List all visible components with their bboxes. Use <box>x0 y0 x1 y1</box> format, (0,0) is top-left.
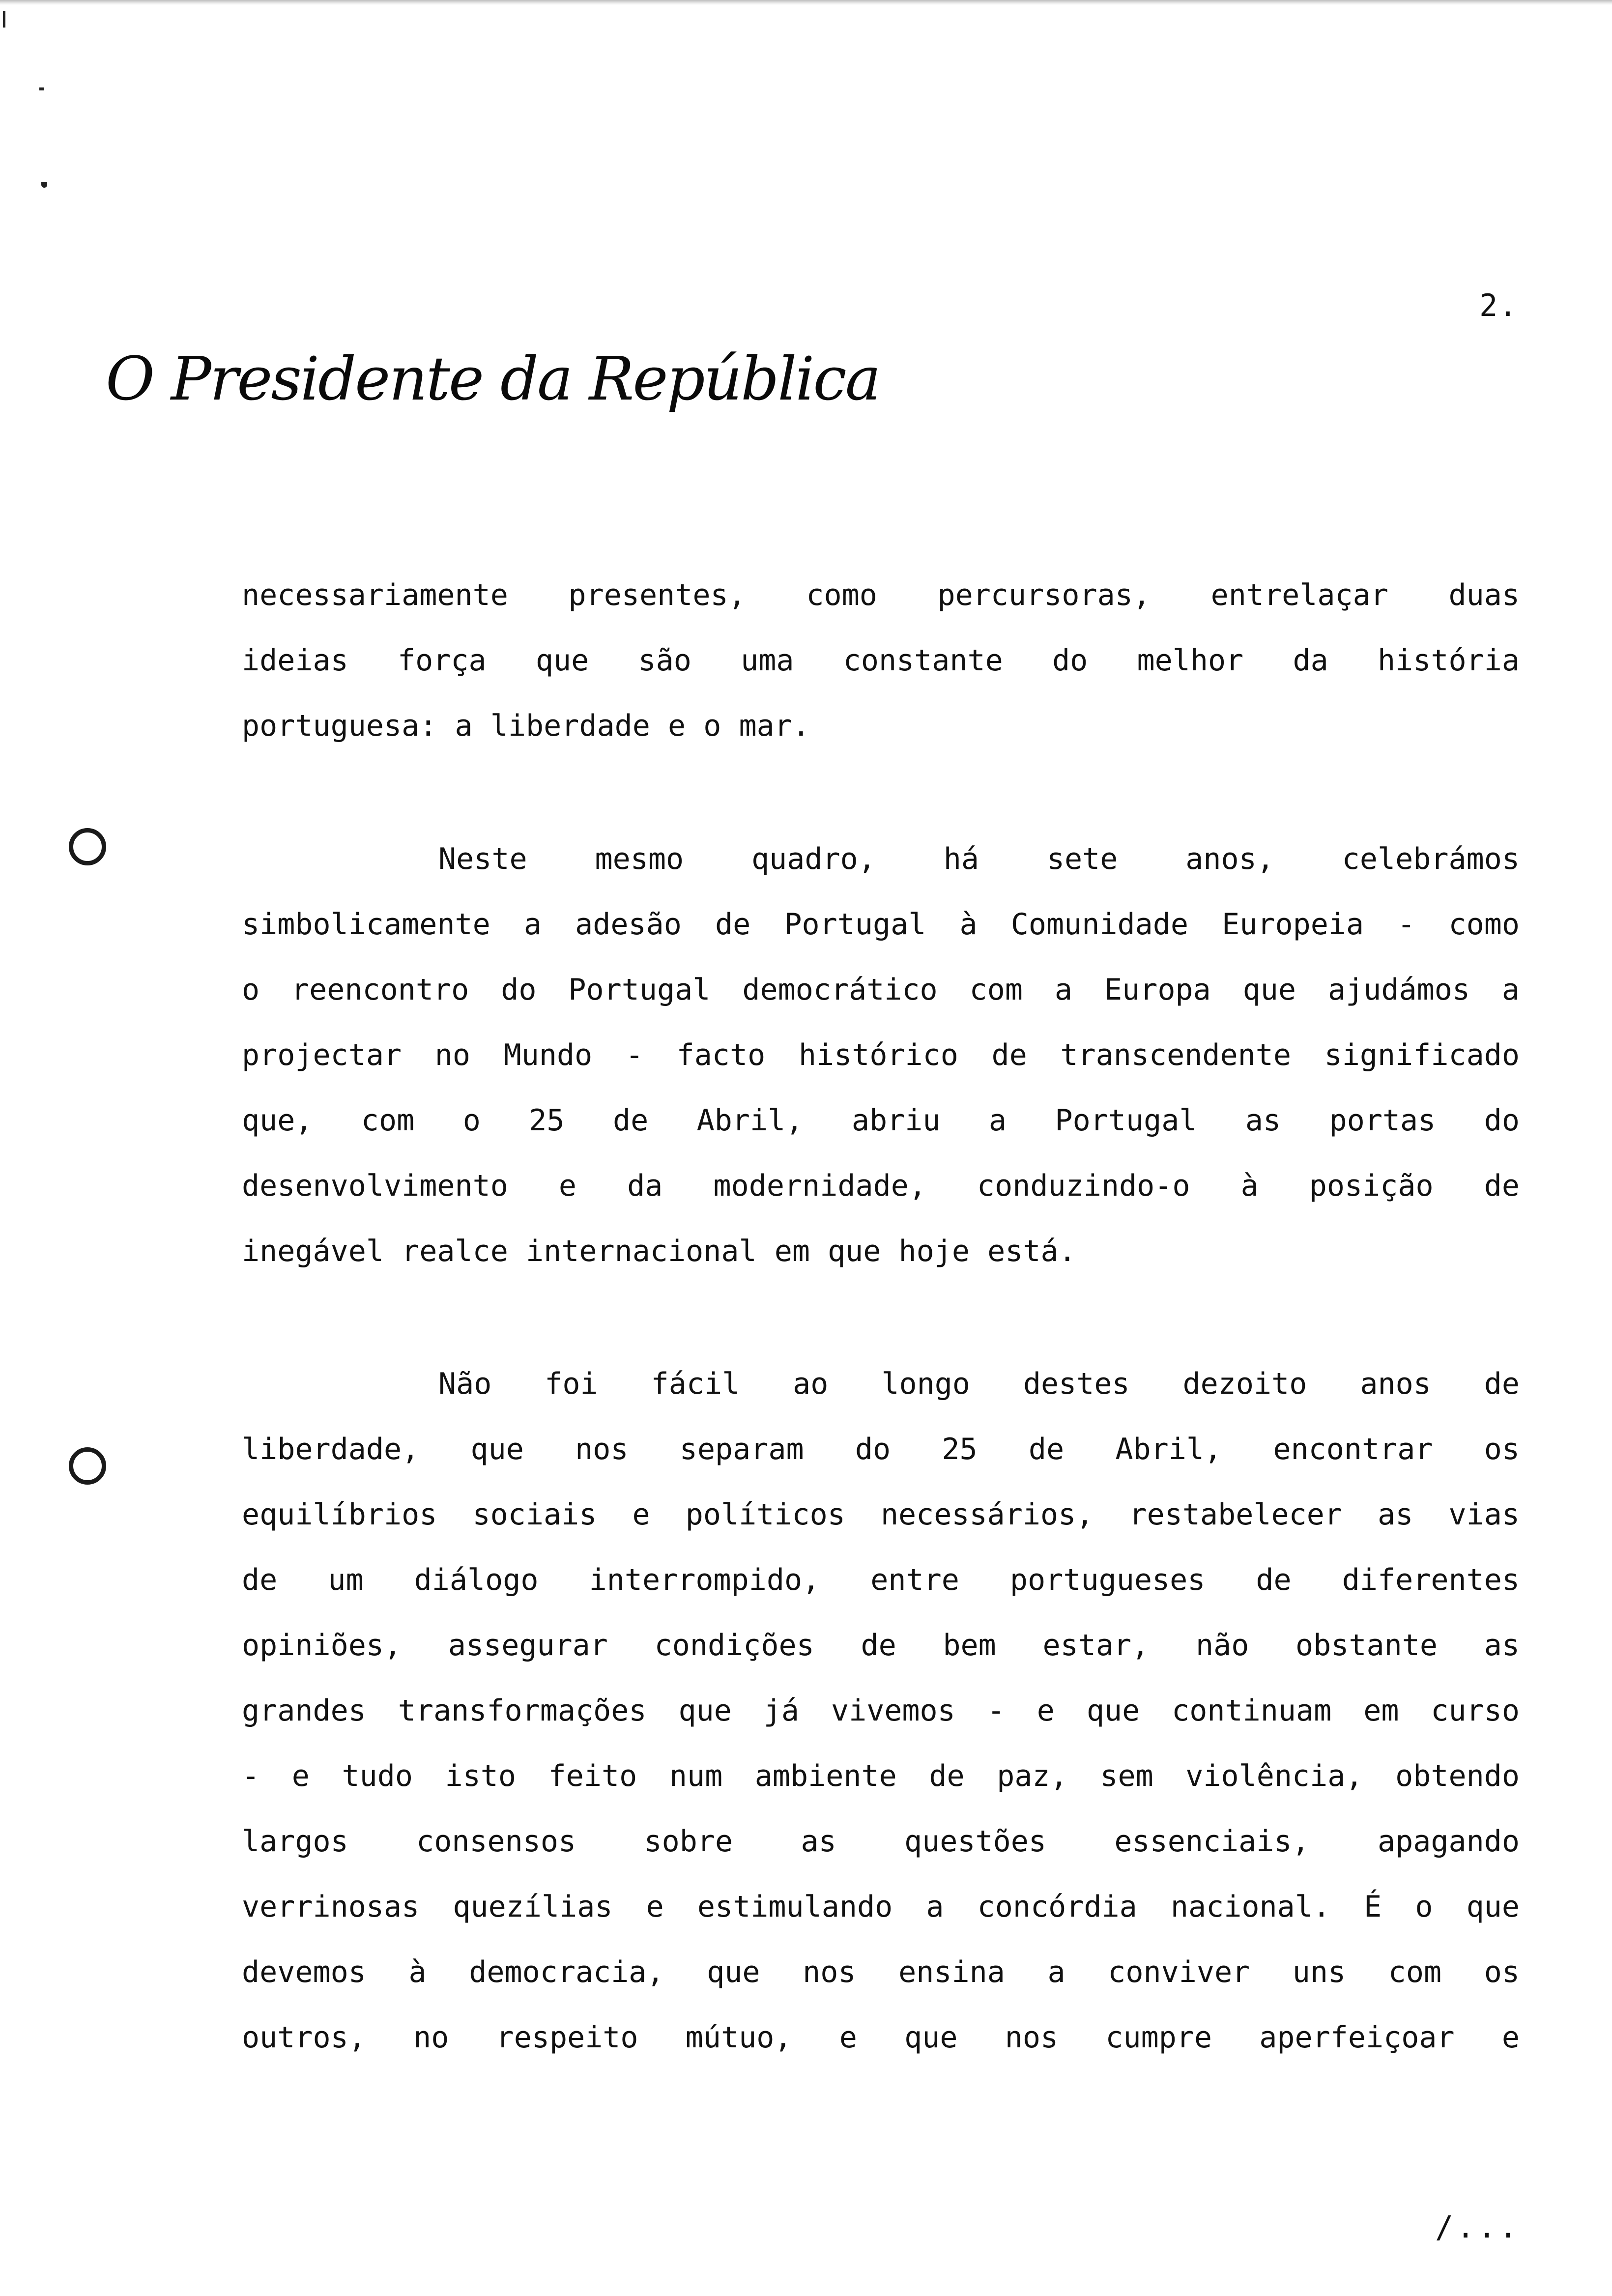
text-line: opiniões, assegurar condições de bem estar, não obstante as <box>242 1628 1520 1663</box>
paragraph-3 <box>242 1351 1520 2070</box>
text-line: inegável realce internacional em que hoje está. <box>242 1234 1076 1268</box>
punch-hole-lower <box>69 1447 106 1485</box>
scan-speck <box>3 11 5 28</box>
text-line: simbolicamente a adesão de Portugal à Comunidade Europeia - como <box>242 907 1520 942</box>
text-line: grandes transformações que já vivemos - e que continuam em curso <box>242 1693 1520 1728</box>
scan-speck <box>41 182 47 188</box>
text-line: verrinosas quezílias e estimulando a concórdia nacional. É o que <box>242 1890 1520 1924</box>
text-line: devemos à democracia, que nos ensina a conviver uns com os <box>242 1955 1520 1989</box>
text-line: Neste mesmo quadro, há sete anos, celebrámos <box>438 842 1520 876</box>
paragraph-2 <box>242 827 1520 1284</box>
text-line: largos consensos sobre as questões essenciais, apagando <box>242 1824 1520 1859</box>
text-line: necessariamente presentes, como percursoras, entrelaçar duas <box>242 578 1520 612</box>
paragraph-1 <box>242 563 1520 759</box>
text-line: portuguesa: a liberdade e o mar. <box>242 709 810 743</box>
punch-hole-upper <box>69 828 106 865</box>
page-number: 2. <box>1479 287 1518 323</box>
text-line: liberdade, que nos separam do 25 de Abril, encontrar os <box>242 1432 1520 1466</box>
text-line: equilíbrios sociais e políticos necessários, restabelecer as vias <box>242 1497 1520 1532</box>
text-line: o reencontro do Portugal democrático com a Europa que ajudámos a <box>242 973 1520 1007</box>
text-line: Não foi fácil ao longo destes dezoito anos de <box>438 1367 1520 1401</box>
text-line: desenvolvimento e da modernidade, conduzindo-o à posição de <box>242 1169 1520 1203</box>
text-line: que, com o 25 de Abril, abriu a Portugal as portas do <box>242 1103 1520 1138</box>
letterhead-title: O Presidente da República <box>106 344 880 414</box>
text-line: outros, no respeito mútuo, e que nos cumpre aperfeiçoar e <box>242 2020 1520 2055</box>
continuation-mark: /... <box>1435 2209 1521 2245</box>
scan-speck <box>39 87 44 90</box>
scan-top-edge <box>0 0 1612 5</box>
text-line: projectar no Mundo - facto histórico de transcendente significado <box>242 1038 1520 1072</box>
text-line: - e tudo isto feito num ambiente de paz, sem violência, obtendo <box>242 1759 1520 1793</box>
text-line: de um diálogo interrompido, entre portugueses de diferentes <box>242 1563 1520 1597</box>
text-line: ideias força que são uma constante do melhor da história <box>242 643 1520 678</box>
